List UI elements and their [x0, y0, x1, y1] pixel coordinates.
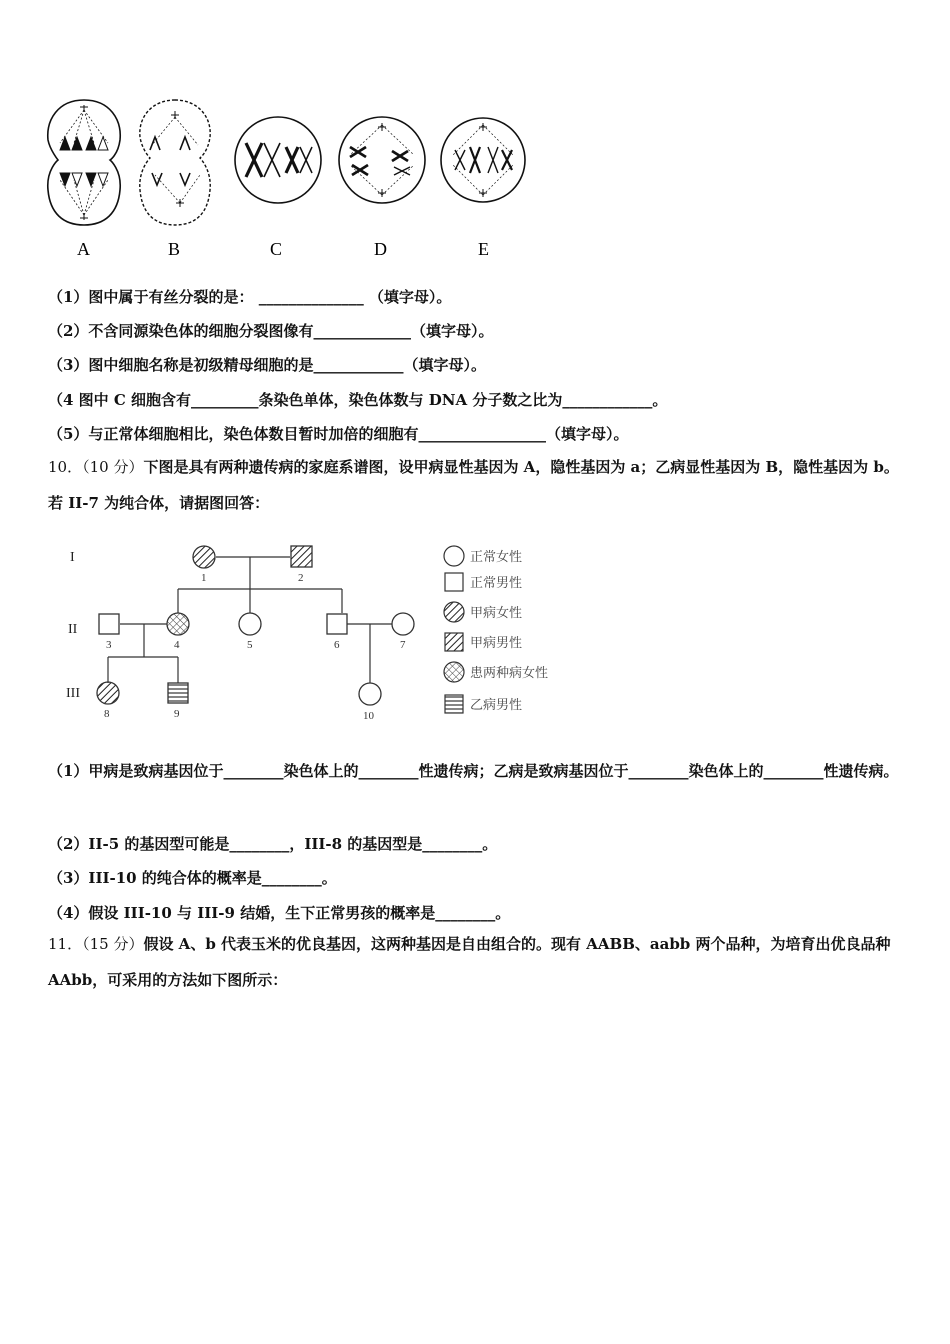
cell-c [235, 117, 321, 203]
individual-number: 9 [174, 708, 180, 720]
q9-item-2: （2）不含同源染色体的细胞分裂图像有_____________（填字母）。 [48, 322, 494, 340]
answer-blank[interactable]: ______________ [258, 288, 364, 306]
individual-5 [239, 613, 261, 635]
legend-label: 乙病男性 [470, 697, 523, 712]
cell-a [48, 100, 120, 225]
q9-item-1: （1）图中属于有丝分裂的是： ______________ （填字母）。 [48, 288, 452, 306]
legend-label: 甲病女性 [470, 605, 523, 620]
legend-label: 甲病男性 [470, 635, 523, 650]
individual-7 [392, 613, 414, 635]
individual-number: 8 [104, 708, 110, 720]
cell-label-d: D [374, 239, 387, 259]
individual-10 [359, 683, 381, 705]
legend-label: 正常女性 [470, 549, 523, 564]
cell-label-b: B [168, 239, 181, 259]
individual-2 [291, 546, 312, 567]
answer-blank[interactable]: _____________ [313, 322, 411, 340]
legend-label: 患两种病女性 [470, 665, 549, 680]
q9-item-5: （5）与正常体细胞相比，染色体数目暂时加倍的细胞有_________________（填字母）。 [48, 425, 629, 443]
cell-division-figure [40, 95, 540, 265]
q10-item-1: （1）甲病是致病基因位于________染色体上的________性遗传病；乙病是致病基因位于________染色体上的________性遗传病。 [48, 762, 899, 780]
q9-item-3: （3）图中细胞名称是初级精母细胞的是____________（填字母）。 [48, 356, 486, 374]
answer-blank[interactable]: ____________ [313, 356, 404, 374]
cell-label-e: E [478, 239, 489, 259]
individual-8 [97, 682, 119, 704]
individual-9 [168, 683, 188, 703]
q10-item-4: （4）假设 III-10 与 III-9 结婚，生下正常男孩的概率是________。 [48, 904, 511, 922]
individual-number: 6 [334, 639, 340, 651]
answer-blank[interactable]: ____________ [562, 391, 653, 409]
cell-e [441, 118, 525, 202]
cell-label-a: A [77, 239, 90, 259]
cell-d [339, 117, 425, 203]
legend-label: 正常男性 [470, 575, 523, 590]
question-number: 10．（10 分） [48, 458, 144, 476]
q10-item-3: （3）III-10 的纯合体的概率是________。 [48, 869, 337, 887]
generation-label: III [66, 686, 80, 701]
individual-number: 7 [400, 639, 406, 651]
individual-number: 2 [298, 572, 304, 584]
individual-6 [327, 614, 347, 634]
q9-item-4: （4 图中 C 细胞含有_________条染色单体，染色体数与 DNA 分子数之比为____________。 [48, 391, 668, 409]
answer-blank[interactable]: _________________ [418, 425, 546, 443]
individual-1 [193, 546, 215, 568]
cell-label-c: C [270, 239, 283, 259]
generation-label: I [70, 550, 75, 565]
individual-number: 5 [247, 639, 253, 651]
q10-item-2: （2）II-5 的基因型可能是________，III-8 的基因型是________。 [48, 835, 498, 853]
question-number: 11．（15 分） [48, 935, 144, 953]
individual-number: 4 [174, 639, 180, 651]
individual-number: 3 [106, 639, 112, 651]
q10-stem: 10．（10 分）下图是具有两种遗传病的家庭系谱图，设甲病显性基因为 A，隐性基因为 a；乙病显性基因为 B，隐性基因为 b。若 II-7 为纯合体，请据图回答： [48, 458, 899, 512]
individual-4 [167, 613, 189, 635]
cell-b [140, 100, 210, 225]
generation-label: II [68, 622, 78, 637]
individual-3 [99, 614, 119, 634]
q11-stem: 11．（15 分）假设 A、b 代表玉米的优良基因，这两种基因是自由组合的。现有 AABB、aabb 两个品种，为培育出优良品种 AAbb，可采用的方法如下图所示： [48, 935, 891, 989]
pedigree-chart [60, 535, 580, 730]
individual-number: 1 [201, 572, 207, 584]
answer-blank[interactable]: _________ [191, 391, 259, 409]
individual-number: 10 [363, 710, 374, 722]
